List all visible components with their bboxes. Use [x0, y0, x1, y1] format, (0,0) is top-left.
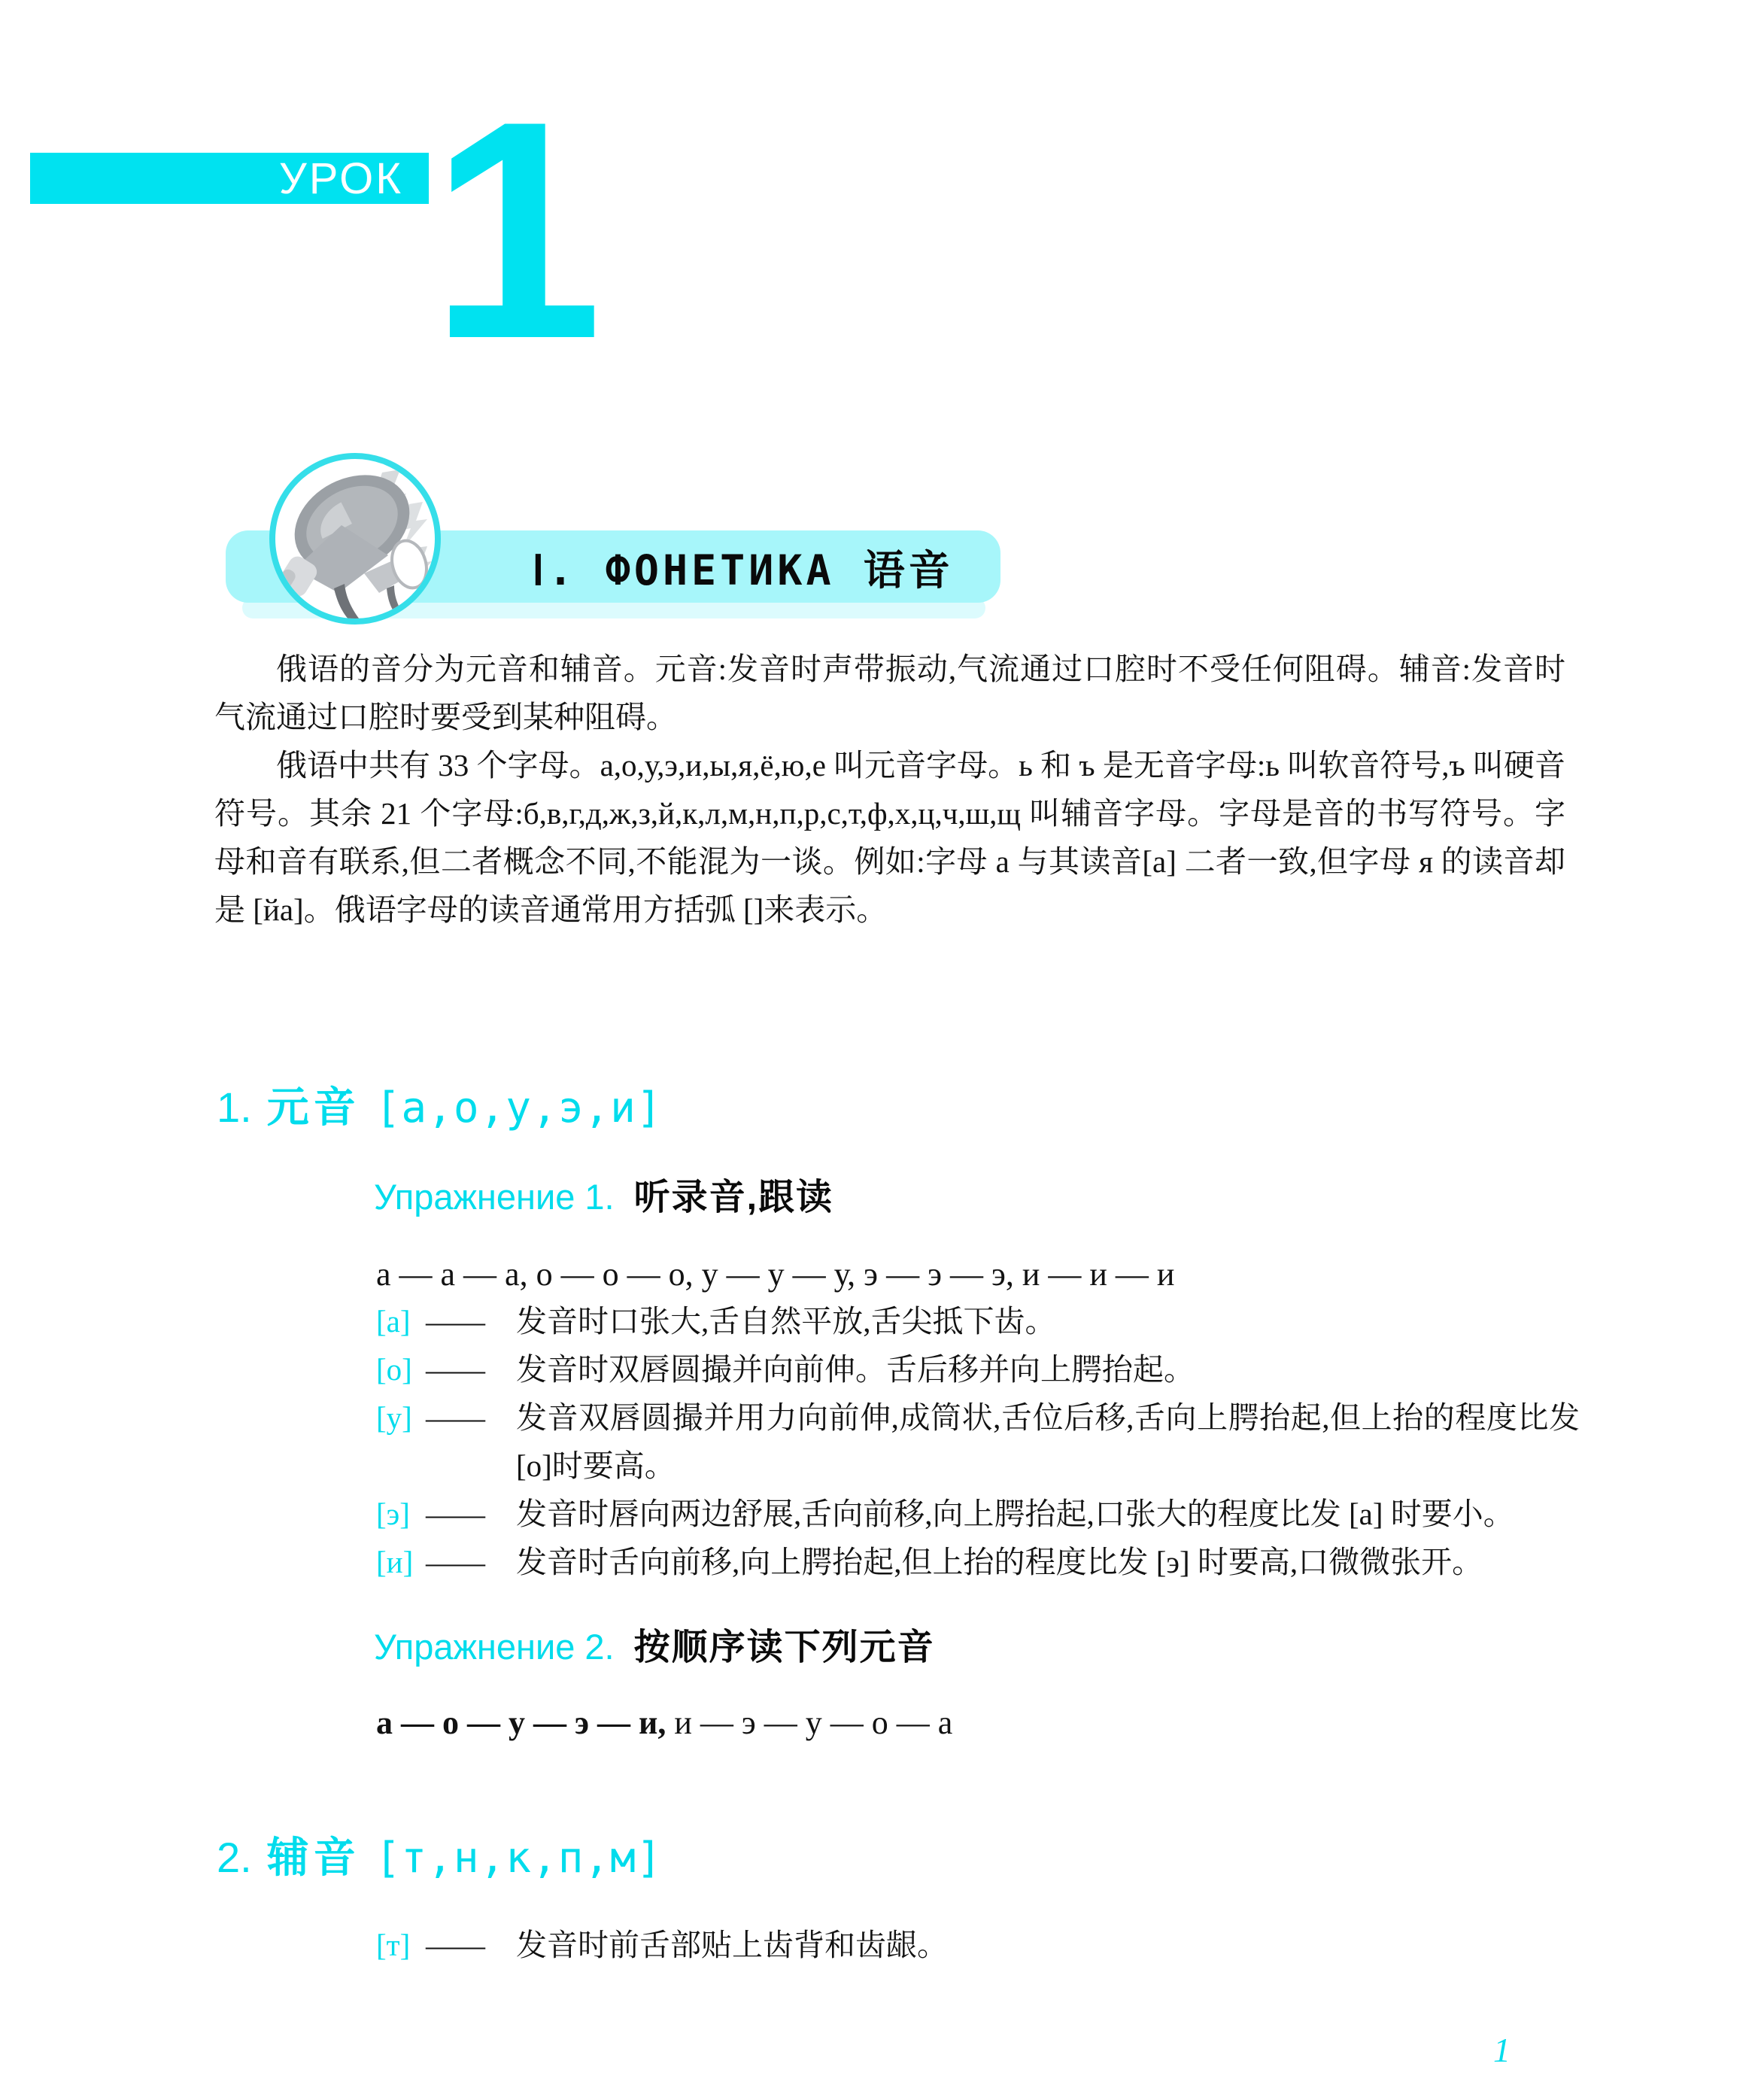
sound-token: [о]: [376, 1352, 412, 1387]
dash: ——: [426, 1928, 483, 1962]
vowel-drill-line: а — а — а, о — о — о, у — у — у, э — э — э, и — и — и: [376, 1256, 1175, 1293]
item-description: 发音双唇圆撮并用力向前伸,成筒状,舌位后移,舌向上腭抬起,但上抬的程度比发 [о]时要高。: [516, 1400, 1580, 1483]
lesson-label: УРОК: [278, 153, 403, 203]
dash: ——: [426, 1400, 483, 1435]
sound-token: [э]: [376, 1497, 410, 1531]
vowel-sequence-bold: а — о — у — э — и,: [376, 1704, 666, 1741]
lesson-header-bar: [30, 153, 429, 204]
banner-title: Ⅰ. ФОНЕТИКА 语音: [532, 546, 954, 594]
section-sounds: [т,н,к,п,м]: [375, 1834, 663, 1883]
exercise-instruction: 按顺序读下列元音: [633, 1627, 935, 1667]
section-sounds: [а,о,у,э,и]: [375, 1083, 663, 1132]
item-description: 发音时双唇圆撮并向前伸。舌后移并向上腭抬起。: [516, 1352, 1195, 1387]
pronunciation-item: [376, 1297, 1580, 1345]
exercise-2-heading: [374, 1618, 935, 1670]
intro-paragraph-1: 俄语的音分为元音和辅音。元音:发音时声带振动,气流通过口腔时不受任何阻碍。辅音:发音时气流通过口腔时要受到某种阻碍。: [214, 652, 1565, 734]
pronunciation-item-list: [376, 1297, 1580, 1586]
exercise-label: Упражнение 2.: [374, 1627, 615, 1667]
pronunciation-item: [376, 1490, 1580, 1538]
intro-text: [214, 645, 1565, 934]
exercise-instruction: 听录音,跟读: [633, 1178, 833, 1217]
dash: ——: [426, 1497, 483, 1531]
section-1-heading: [217, 1074, 663, 1135]
section-title: 辅音: [266, 1834, 360, 1881]
section-number: 2.: [217, 1834, 252, 1881]
pronunciation-item: [376, 1538, 1580, 1586]
item-description: 发音时舌向前移,向上腭抬起,但上抬的程度比发 [э] 时要高,口微微张开。: [516, 1545, 1483, 1579]
vowel-sequence-line: [376, 1699, 1580, 1747]
item-description: 发音时口张大,舌自然平放,舌尖抵下齿。: [516, 1304, 1056, 1339]
pronunciation-item: [376, 1921, 1580, 1969]
pronunciation-item-list: [376, 1921, 1580, 1969]
megaphone-icon: [275, 459, 435, 618]
vowel-sequence-regular: и — э — у — о — а: [666, 1704, 953, 1741]
pronunciation-item: [376, 1345, 1580, 1393]
item-description: 发音时唇向两边舒展,舌向前移,向上腭抬起,口张大的程度比发 [а] 时要小。: [516, 1497, 1514, 1531]
section-number: 1.: [217, 1083, 252, 1131]
sound-token: [у]: [376, 1400, 412, 1435]
intro-paragraph-2: 俄语中共有 33 个字母。а,о,у,э,и,ы,я,ё,ю,е 叫元音字母。ь 和 ъ 是无音字母:ь 叫软音符号,ъ 叫硬音符号。其余 21 个字母:б,в,г,д,ж,з,й,к,л,м,н,п,р,с,т,ф,х,ц,ч,ш,щ 叫辅音字母。字母是音的书写符号。字母和音有联系,但二者概念不同,不能混为一谈。例如:字母 а 与其读音[а] 二者一致,但字母 я 的读音却是 [йа]。俄语字母的读音通常用方括弧 []来表示。: [214, 748, 1565, 927]
dash: ——: [426, 1545, 483, 1579]
section-2-heading: [217, 1825, 663, 1885]
pronunciation-item: [376, 1393, 1580, 1490]
sound-token: [т]: [376, 1928, 411, 1962]
sound-token: [и]: [376, 1545, 414, 1579]
page-number: 1: [1493, 2031, 1511, 2069]
exercise-1-heading: [374, 1168, 833, 1220]
lesson-number: 1: [430, 57, 603, 403]
section-title: 元音: [266, 1083, 360, 1131]
megaphone-badge: [269, 453, 441, 625]
exercise-label: Упражнение 1.: [374, 1177, 615, 1217]
dash: ——: [426, 1304, 483, 1339]
section-banner: [226, 450, 1000, 632]
dash: ——: [426, 1352, 483, 1387]
sound-token: [а]: [376, 1304, 411, 1339]
item-description: 发音时前舌部贴上齿背和齿龈。: [516, 1928, 948, 1962]
